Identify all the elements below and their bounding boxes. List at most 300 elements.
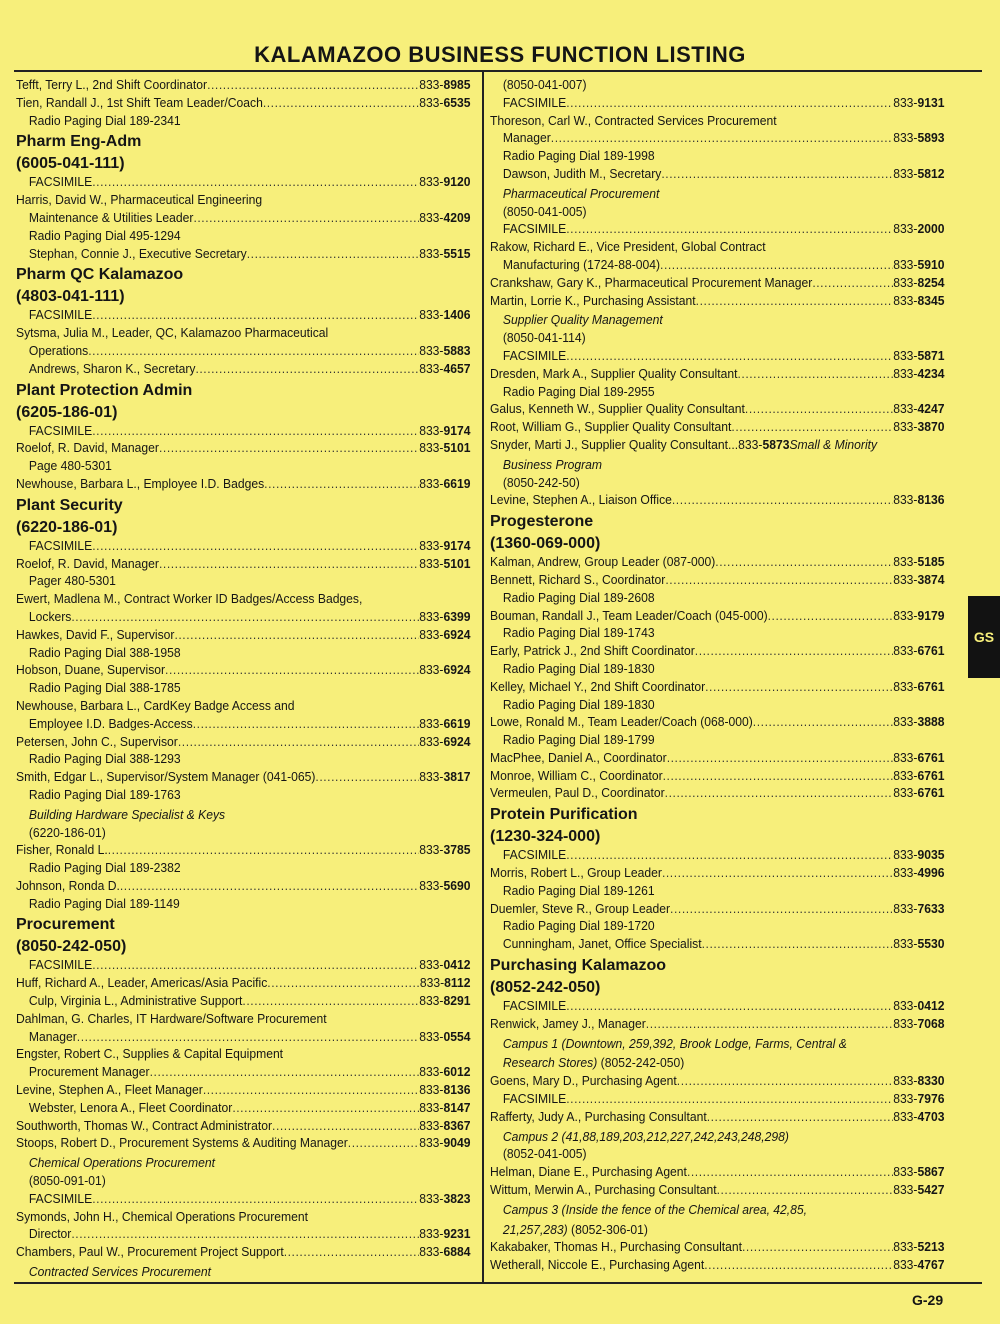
listing-name: Andrews, Sharon K., Secretary [28, 360, 196, 376]
phone-extension: 6535 [443, 94, 471, 110]
phone-extension: 9174 [443, 422, 471, 438]
listing-continuation [16, 1063, 470, 1081]
listing-text: Manufacturing (1724-88-004) [502, 256, 661, 272]
phone-number [893, 553, 944, 571]
phone-prefix: 833- [893, 936, 918, 952]
column-divider [482, 72, 484, 1282]
phone-prefix: 833- [893, 165, 918, 181]
phone-number [419, 626, 470, 644]
listing-entry [16, 94, 470, 112]
leader-dots [71, 1225, 419, 1243]
phone-extension: 8136 [917, 492, 945, 508]
listing-name: Lowe, Ronald M., Team Leader/Coach (068-000) [490, 714, 753, 730]
phone-number [893, 491, 944, 509]
listing-name: Galus, Kenneth W., Supplier Quality Consultant [490, 401, 745, 417]
listing-detail: Radio Paging Dial 189-1720 [502, 918, 655, 934]
phone-extension: 6761 [917, 749, 945, 765]
listing-entry [16, 877, 470, 895]
section-heading: Plant Security [16, 496, 123, 514]
phone-number [893, 418, 944, 436]
leader-dots [768, 607, 894, 625]
listing-continuation [490, 256, 944, 274]
phone-prefix: 833- [419, 1064, 444, 1080]
phone-extension: 5427 [917, 1182, 945, 1198]
phone-extension: 3823 [443, 1190, 471, 1206]
phone-number [419, 877, 470, 895]
phone-number [893, 220, 944, 238]
phone-prefix: 833- [419, 555, 444, 571]
leader-dots [92, 537, 419, 555]
section-heading: (8050-242-050) [16, 938, 127, 956]
phone-extension: 3888 [917, 714, 945, 730]
leader-dots [663, 767, 894, 785]
phone-prefix: 833- [893, 1108, 918, 1124]
leader-dots [705, 678, 893, 696]
phone-extension: 4996 [917, 865, 945, 881]
leader-dots [812, 274, 893, 292]
leader-dots [108, 841, 419, 859]
section-heading: Pharm Eng-Adm [16, 133, 142, 151]
phone-number [419, 1225, 470, 1243]
phone-prefix: 833- [893, 401, 918, 417]
listing-entry [16, 1117, 470, 1135]
phone-extension: 3817 [443, 769, 471, 785]
listing-name: Stoops, Robert D., Procurement Systems & Auditing Manager [16, 1135, 348, 1151]
leader-dots [687, 1163, 893, 1181]
phone-extension: 8291 [443, 993, 471, 1009]
listing-entry [16, 537, 470, 555]
listing-text: Procurement Manager [28, 1064, 150, 1080]
phone-number [893, 347, 944, 365]
phone-extension: 5867 [917, 1164, 945, 1180]
listing-entry [490, 1015, 944, 1033]
listing-name: FACSIMILE [28, 174, 93, 190]
listing-name: Duemler, Steve R., Group Leader [490, 900, 671, 916]
phone-extension: 6619 [443, 715, 471, 731]
phone-number [893, 900, 944, 918]
leader-dots [193, 715, 419, 733]
listing-entry [490, 864, 944, 882]
listing-entry [490, 292, 944, 310]
phone-number [419, 1190, 470, 1208]
phone-extension: 6924 [443, 662, 471, 678]
program-heading: Campus 1 (Downtown, 259,392, Brook Lodge, Farms, Central & [502, 1035, 847, 1051]
listing-detail: Page 480-5301 [28, 458, 112, 474]
listing-name: Webster, Lenora A., Fleet Coordinator [28, 1099, 233, 1115]
leader-dots [92, 306, 419, 324]
section-heading: (6205-186-01) [16, 403, 118, 421]
listing-name: Rakow, Richard E., Vice President, Global Contract [490, 239, 766, 255]
listing-entry [16, 956, 470, 974]
program-heading: Building Hardware Specialist & Keys [28, 806, 226, 822]
listing-entry [490, 238, 944, 256]
phone-number [419, 360, 470, 378]
listing-detail: Pager 480-5301 [28, 573, 116, 589]
listing-entry [490, 1090, 944, 1108]
phone-number [419, 94, 470, 112]
program-heading: Small & Minority [789, 436, 878, 452]
section-heading: Pharm QC Kalamazoo [16, 266, 184, 284]
phone-number [419, 555, 470, 573]
phone-prefix: 833- [893, 714, 918, 730]
phone-extension: 6924 [443, 626, 471, 642]
listing-name: Bouman, Randall J., Team Leader/Coach (045-000) [490, 607, 768, 623]
listing-entry [490, 165, 944, 183]
program-heading-text: 21,257,283) [502, 1221, 568, 1237]
leader-dots [566, 220, 893, 238]
phone-extension: 9231 [443, 1226, 471, 1242]
program-heading: Pharmaceutical Procurement [502, 185, 660, 201]
phone-number [893, 1238, 944, 1256]
section-heading: (8052-242-050) [490, 979, 601, 997]
phone-prefix: 833- [419, 877, 444, 893]
listing-name: Levine, Stephen A., Fleet Manager [16, 1082, 203, 1098]
leader-dots [315, 768, 419, 786]
phone-extension: 5690 [443, 877, 471, 893]
phone-extension: 8345 [917, 292, 945, 308]
phone-extension: 9120 [443, 174, 471, 190]
listing-detail: Radio Paging Dial 189-1743 [502, 625, 655, 641]
phone-extension: 6619 [443, 475, 471, 491]
leader-dots [753, 713, 893, 731]
listing-entry [16, 1243, 470, 1261]
listing-entry [490, 1256, 944, 1274]
listing-name: FACSIMILE [502, 347, 567, 363]
leader-dots [232, 1099, 419, 1117]
listing-detail: Radio Paging Dial 189-2341 [28, 112, 181, 128]
phone-number [893, 607, 944, 625]
phone-number [419, 661, 470, 679]
listing-name: Newhouse, Barbara L., Employee I.D. Badges [16, 475, 265, 491]
phone-prefix: 833- [893, 643, 918, 659]
phone-extension: 8985 [443, 77, 471, 92]
listing-text: Employee I.D. Badges-Access [28, 715, 193, 731]
listing-name: Levine, Stephen A., Liaison Office [490, 492, 672, 508]
leader-dots [670, 900, 893, 918]
phone-number [419, 715, 470, 733]
listing-entry [490, 436, 913, 454]
listing-entry [16, 1190, 470, 1208]
phone-extension: 5530 [917, 936, 945, 952]
leader-dots [566, 846, 893, 864]
phone-extension: 6884 [443, 1244, 471, 1260]
program-code: (8052-306-01) [571, 1221, 648, 1237]
listing-name: Martin, Lorrie K., Purchasing Assistant [490, 292, 696, 308]
listing-entry [490, 713, 944, 731]
phone-prefix: 833- [419, 626, 444, 642]
phone-prefix: 833- [419, 608, 444, 624]
phone-extension: 5213 [917, 1239, 945, 1255]
phone-extension: 5515 [443, 245, 471, 261]
phone-prefix: 833- [419, 842, 444, 858]
phone-number [419, 537, 470, 555]
program-code: (8050-041-005) [502, 203, 587, 219]
phone-extension: 9174 [443, 537, 471, 553]
phone-prefix: 833- [419, 342, 444, 358]
leader-dots [551, 129, 893, 147]
listing-detail: Radio Paging Dial 189-1763 [28, 786, 181, 802]
listing-name: FACSIMILE [28, 307, 93, 323]
phone-prefix: 833- [893, 678, 918, 694]
phone-extension: 3874 [917, 571, 945, 587]
leader-dots [242, 992, 419, 1010]
phone-prefix: 833- [893, 1073, 918, 1089]
leader-dots [566, 94, 893, 112]
section-heading: (6220-186-01) [16, 518, 118, 536]
listing-name: MacPhee, Daniel A., Coordinator [490, 749, 667, 765]
leader-dots [92, 422, 419, 440]
program-heading: Contracted Services Procurement [28, 1264, 211, 1280]
phone-extension: 5893 [917, 130, 945, 146]
listing-detail: Radio Paging Dial 495-1294 [28, 227, 181, 243]
phone-number [893, 129, 944, 147]
program-code: (8050-242-50) [502, 474, 580, 490]
leader-dots [178, 733, 419, 751]
listing-entry [16, 992, 470, 1010]
listing-name: Stephan, Connie J., Executive Secretary [28, 245, 247, 261]
phone-number [893, 274, 944, 292]
listing-name: FACSIMILE [502, 998, 567, 1014]
listing-name: Smith, Edgar L., Supervisor/System Manager (041-065) [16, 769, 316, 785]
phone-extension: 6924 [443, 733, 471, 749]
listing-entry [490, 678, 944, 696]
phone-number [419, 768, 470, 786]
listing-entry [16, 1208, 470, 1226]
phone-extension: 1406 [443, 307, 471, 323]
phone-prefix: 833- [419, 360, 444, 376]
phone-prefix: 833- [419, 993, 444, 1009]
leader-dots [92, 956, 419, 974]
phone-extension: 9179 [917, 607, 945, 623]
phone-prefix: 833- [893, 847, 918, 863]
listing-name: Wittum, Merwin A., Purchasing Consultant [490, 1182, 717, 1198]
listing-entry [16, 697, 470, 715]
listing-continuation [16, 715, 470, 733]
phone-prefix: 833- [893, 365, 918, 381]
page-title: KALAMAZOO BUSINESS FUNCTION LISTING [254, 42, 746, 67]
listing-name: Rafferty, Judy A., Purchasing Consultant [490, 1108, 707, 1124]
leader-dots [695, 642, 893, 660]
listing-name: FACSIMILE [28, 537, 93, 553]
phone-number [893, 997, 944, 1015]
phone-prefix: 833- [419, 77, 444, 92]
phone-extension: 6761 [917, 678, 945, 694]
section-heading: (4803-041-111) [16, 288, 125, 306]
leader-dots [665, 784, 894, 802]
phone-number [419, 1243, 470, 1261]
phone-extension: 6399 [443, 608, 471, 624]
phone-number [893, 678, 944, 696]
listing-name: Southworth, Thomas W., Contract Administrator [16, 1117, 273, 1133]
leader-dots [702, 935, 894, 953]
listing-entry [16, 1134, 470, 1152]
listing-name: FACSIMILE [28, 1190, 93, 1206]
phone-extension: 6761 [917, 643, 945, 659]
phone-extension: 3785 [443, 842, 471, 858]
listing-entry [490, 935, 944, 953]
phone-number [419, 1134, 470, 1152]
phone-prefix: 833- [893, 347, 918, 363]
phone-number [419, 173, 470, 191]
phone-extension: 4234 [917, 365, 945, 381]
phone-extension: 4247 [917, 401, 945, 417]
phone-number [419, 76, 470, 94]
listing-name: Roelof, R. David, Manager [16, 555, 159, 571]
listing-detail: Radio Paging Dial 189-2955 [502, 383, 655, 399]
phone-number [893, 1108, 944, 1126]
phone-prefix: 833- [419, 1244, 444, 1260]
footer-rule [14, 1282, 982, 1284]
phone-prefix: 833- [893, 1239, 918, 1255]
listing-entry [490, 274, 944, 292]
listing-entry [16, 422, 470, 440]
phone-prefix: 833- [893, 221, 918, 237]
listing-entry [16, 191, 470, 209]
listing-detail: Radio Paging Dial 189-1830 [502, 696, 655, 712]
listing-entry [490, 1108, 944, 1126]
listing-detail: Radio Paging Dial 189-1799 [502, 732, 655, 748]
phone-prefix: 833- [893, 571, 918, 587]
phone-prefix: 833- [419, 1135, 444, 1151]
listing-entry [16, 626, 470, 644]
listing-entry [490, 1163, 944, 1181]
listing-entry [16, 974, 470, 992]
phone-number [893, 400, 944, 418]
listing-name: FACSIMILE [502, 1091, 567, 1107]
listing-name: Kelley, Michael Y., 2nd Shift Coordinator [490, 678, 706, 694]
section-heading: Plant Protection Admin [16, 381, 193, 399]
listing-name: FACSIMILE [502, 94, 567, 110]
phone-number [893, 94, 944, 112]
phone-number [893, 365, 944, 383]
listing-entry [16, 173, 470, 191]
leader-dots [745, 400, 893, 418]
listing-entry [490, 1072, 944, 1090]
program-code: (8052-242-050) [600, 1055, 685, 1071]
phone-prefix: 833- [419, 94, 444, 110]
listing-name: Tien, Randall J., 1st Shift Team Leader/Coach [16, 94, 263, 110]
section-heading: Protein Purification [490, 806, 638, 824]
listing-name: Renwick, Jamey J., Manager [490, 1015, 646, 1031]
phone-prefix: 833- [893, 492, 918, 508]
phone-extension: 9049 [443, 1135, 471, 1151]
listing-continuation [16, 342, 470, 360]
phone-number [893, 1015, 944, 1033]
program-heading: Campus 3 (Inside the fence of the Chemical area, 42,85, [502, 1201, 808, 1217]
listing-name: Goens, Mary D., Purchasing Agent [490, 1073, 677, 1089]
leader-dots [696, 292, 894, 310]
listing-name: Roelof, R. David, Manager [16, 440, 159, 456]
phone-prefix: 833- [419, 1117, 444, 1133]
listing-name: Bennett, Richard S., Coordinator [490, 571, 666, 587]
listing-name: Dahlman, G. Charles, IT Hardware/Software Procurement [16, 1010, 327, 1026]
section-heading: Progesterone [490, 513, 594, 531]
leader-dots [662, 864, 893, 882]
leader-dots [665, 571, 893, 589]
section-heading: (1230-324-000) [490, 828, 601, 846]
phone-extension: 5883 [443, 342, 471, 358]
phone-prefix: 833- [893, 419, 918, 435]
page-number: G-29 [912, 1292, 944, 1308]
listing-entry [490, 220, 944, 238]
phone-extension: 0412 [443, 957, 471, 973]
listing-name: Helman, Diane E., Purchasing Agent [490, 1164, 687, 1180]
phone-prefix: 833- [419, 537, 444, 553]
listing-name: Monroe, William C., Coordinator [490, 767, 663, 783]
section-tab: GS [968, 596, 1000, 678]
leader-dots [731, 418, 893, 436]
leader-dots [207, 76, 419, 94]
listing-detail: Radio Paging Dial 189-2382 [28, 860, 181, 876]
listing-name: Engster, Robert C., Supplies & Capital Equipment [16, 1046, 284, 1062]
listing-detail: Radio Paging Dial 388-1785 [28, 680, 181, 696]
leader-dots [667, 749, 893, 767]
listing-entry [490, 900, 944, 918]
phone-number [419, 245, 470, 263]
listing-name: Sytsma, Julia M., Leader, QC, Kalamazoo Pharmaceutical [16, 325, 329, 341]
phone-number [893, 1163, 944, 1181]
listing-name: FACSIMILE [502, 221, 567, 237]
phone-prefix: 833- [419, 957, 444, 973]
listing-continuation [16, 608, 470, 626]
leader-dots [264, 475, 419, 493]
listing-name: Johnson, Ronda D. [16, 877, 120, 893]
phone-prefix: 833- [419, 662, 444, 678]
listing-entry [16, 733, 470, 751]
leader-dots [566, 997, 893, 1015]
phone-number [893, 1181, 944, 1199]
leader-dots [704, 1256, 893, 1274]
phone-number [893, 1090, 944, 1108]
section-heading: Procurement [16, 916, 115, 934]
phone-extension: 8254 [917, 274, 945, 290]
phone-number [893, 846, 944, 864]
listing-text: Director [28, 1226, 72, 1242]
listing-entry [16, 661, 470, 679]
listing-entry [16, 1010, 470, 1028]
phone-number [419, 733, 470, 751]
phone-extension: 5873 [762, 436, 790, 452]
listing-name: Kalman, Andrew, Group Leader (087-000) [490, 554, 716, 570]
listing-name: Crankshaw, Gary K., Pharmaceutical Procurement Manager [490, 274, 813, 290]
listing-continuation [490, 129, 944, 147]
listing-name: Hobson, Duane, Supervisor [16, 662, 166, 678]
phone-number [893, 713, 944, 731]
phone-prefix: 833- [419, 1226, 444, 1242]
leader-dots [661, 165, 893, 183]
leader-dots [566, 1090, 893, 1108]
listing-entry [16, 1045, 470, 1063]
listing-entry [490, 607, 944, 625]
listing-entry [490, 784, 944, 802]
listing-continuation [16, 1225, 470, 1243]
leader-dots [159, 555, 419, 573]
phone-prefix: 833- [893, 1015, 918, 1031]
listing-name: Dresden, Mark A., Supplier Quality Consultant [490, 365, 738, 381]
listing-entry [490, 553, 944, 571]
listing-name: Petersen, John C., Supervisor [16, 733, 178, 749]
phone-number [419, 439, 470, 457]
listing-entry [490, 749, 944, 767]
listing-name: Snyder, Marti J., Supplier Quality Consultant... [490, 436, 739, 452]
listing-entry [16, 1099, 470, 1117]
leader-dots [174, 626, 419, 644]
phone-extension: 5871 [917, 347, 945, 363]
phone-extension: 9035 [917, 847, 945, 863]
phone-extension: 8136 [443, 1082, 471, 1098]
phone-number [419, 306, 470, 324]
listing-entry [490, 642, 944, 660]
